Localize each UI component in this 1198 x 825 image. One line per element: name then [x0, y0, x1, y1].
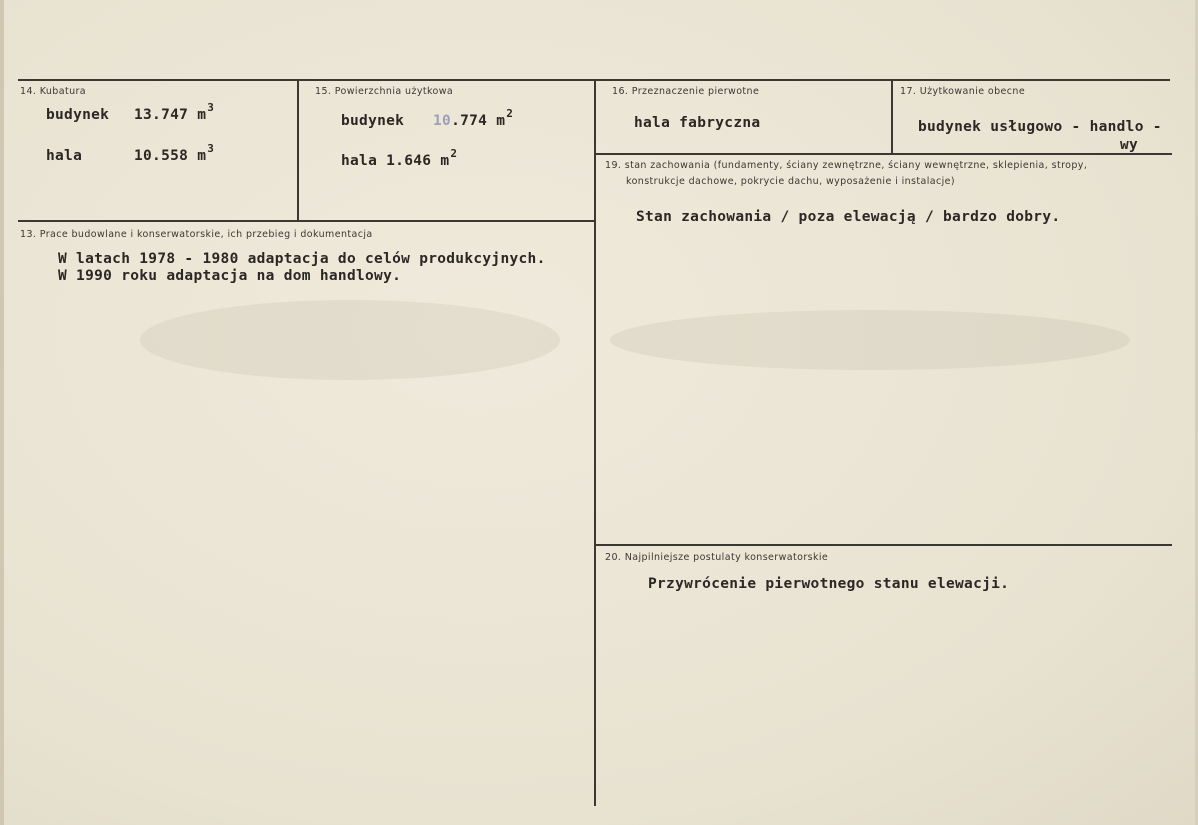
field-15-row-budynek — [341, 107, 514, 129]
field-14-row-hala — [46, 142, 215, 164]
paper-smudge — [610, 310, 1130, 370]
field-20-label: 20. Najpilniejsze postulaty konserwatorskie — [605, 552, 829, 563]
field-16-value: hala fabryczna — [634, 115, 761, 131]
paper-smudge — [140, 300, 560, 380]
divider-14-15 — [297, 80, 299, 222]
field-17-label: 17. Użytkowanie obecne — [900, 86, 1026, 97]
field-13-label: 13. Prace budowlane i konserwatorskie, ich przebieg i dokumentacja — [20, 229, 373, 240]
row-value: 13.747 — [134, 107, 189, 123]
field-14-label: 14. Kubatura — [20, 86, 87, 97]
field-14-row-budynek — [46, 101, 215, 123]
row-name: budynek — [341, 113, 405, 129]
field-19-label: 19. stan zachowania (fundamenty, ściany zewnętrzne, ściany wewnętrzne, sklepienia, stropy, — [605, 160, 1088, 171]
center-divider — [594, 80, 596, 806]
exponent: 3 — [207, 101, 215, 114]
row-value: .774 — [451, 113, 488, 129]
unit: m — [496, 113, 506, 129]
field-13-line1: W latach 1978 - 1980 adaptacja do celów produkcyjnych. — [58, 251, 546, 267]
row-name: budynek — [46, 107, 110, 123]
exponent: 3 — [207, 142, 215, 155]
row-value: 10.558 — [134, 148, 189, 164]
card-edge-left — [0, 0, 4, 825]
field-19-label-cont: konstrukcje dachowe, pokrycie dachu, wyposażenie i instalacje) — [626, 176, 955, 187]
row-name: hala — [46, 148, 83, 164]
field-15-label: 15. Powierzchnia użytkowa — [315, 86, 454, 97]
unit: m — [197, 148, 207, 164]
field-13-line2: W 1990 roku adaptacja na dom handlowy. — [58, 268, 402, 284]
unit: m — [440, 153, 450, 169]
field-15-row-hala — [341, 147, 458, 169]
field-16-label: 16. Przeznaczenie pierwotne — [612, 86, 760, 97]
field-17-value-line2: wy — [1120, 137, 1139, 153]
field-19-value: Stan zachowania / poza elewacją / bardzo dobry. — [636, 209, 1061, 225]
row-value-faint: 10 — [433, 113, 452, 129]
rule-above-19 — [596, 153, 1172, 155]
exponent: 2 — [506, 107, 514, 120]
divider-16-17 — [891, 80, 893, 154]
row-text: hala 1.646 — [341, 153, 432, 169]
rule-above-13 — [18, 220, 594, 222]
exponent: 2 — [450, 147, 458, 160]
field-20-value: Przywrócenie pierwotnego stanu elewacji. — [648, 576, 1010, 592]
field-17-value-line1: budynek usługowo - handlo - — [918, 119, 1162, 135]
rule-above-20 — [596, 544, 1172, 546]
unit: m — [197, 107, 207, 123]
